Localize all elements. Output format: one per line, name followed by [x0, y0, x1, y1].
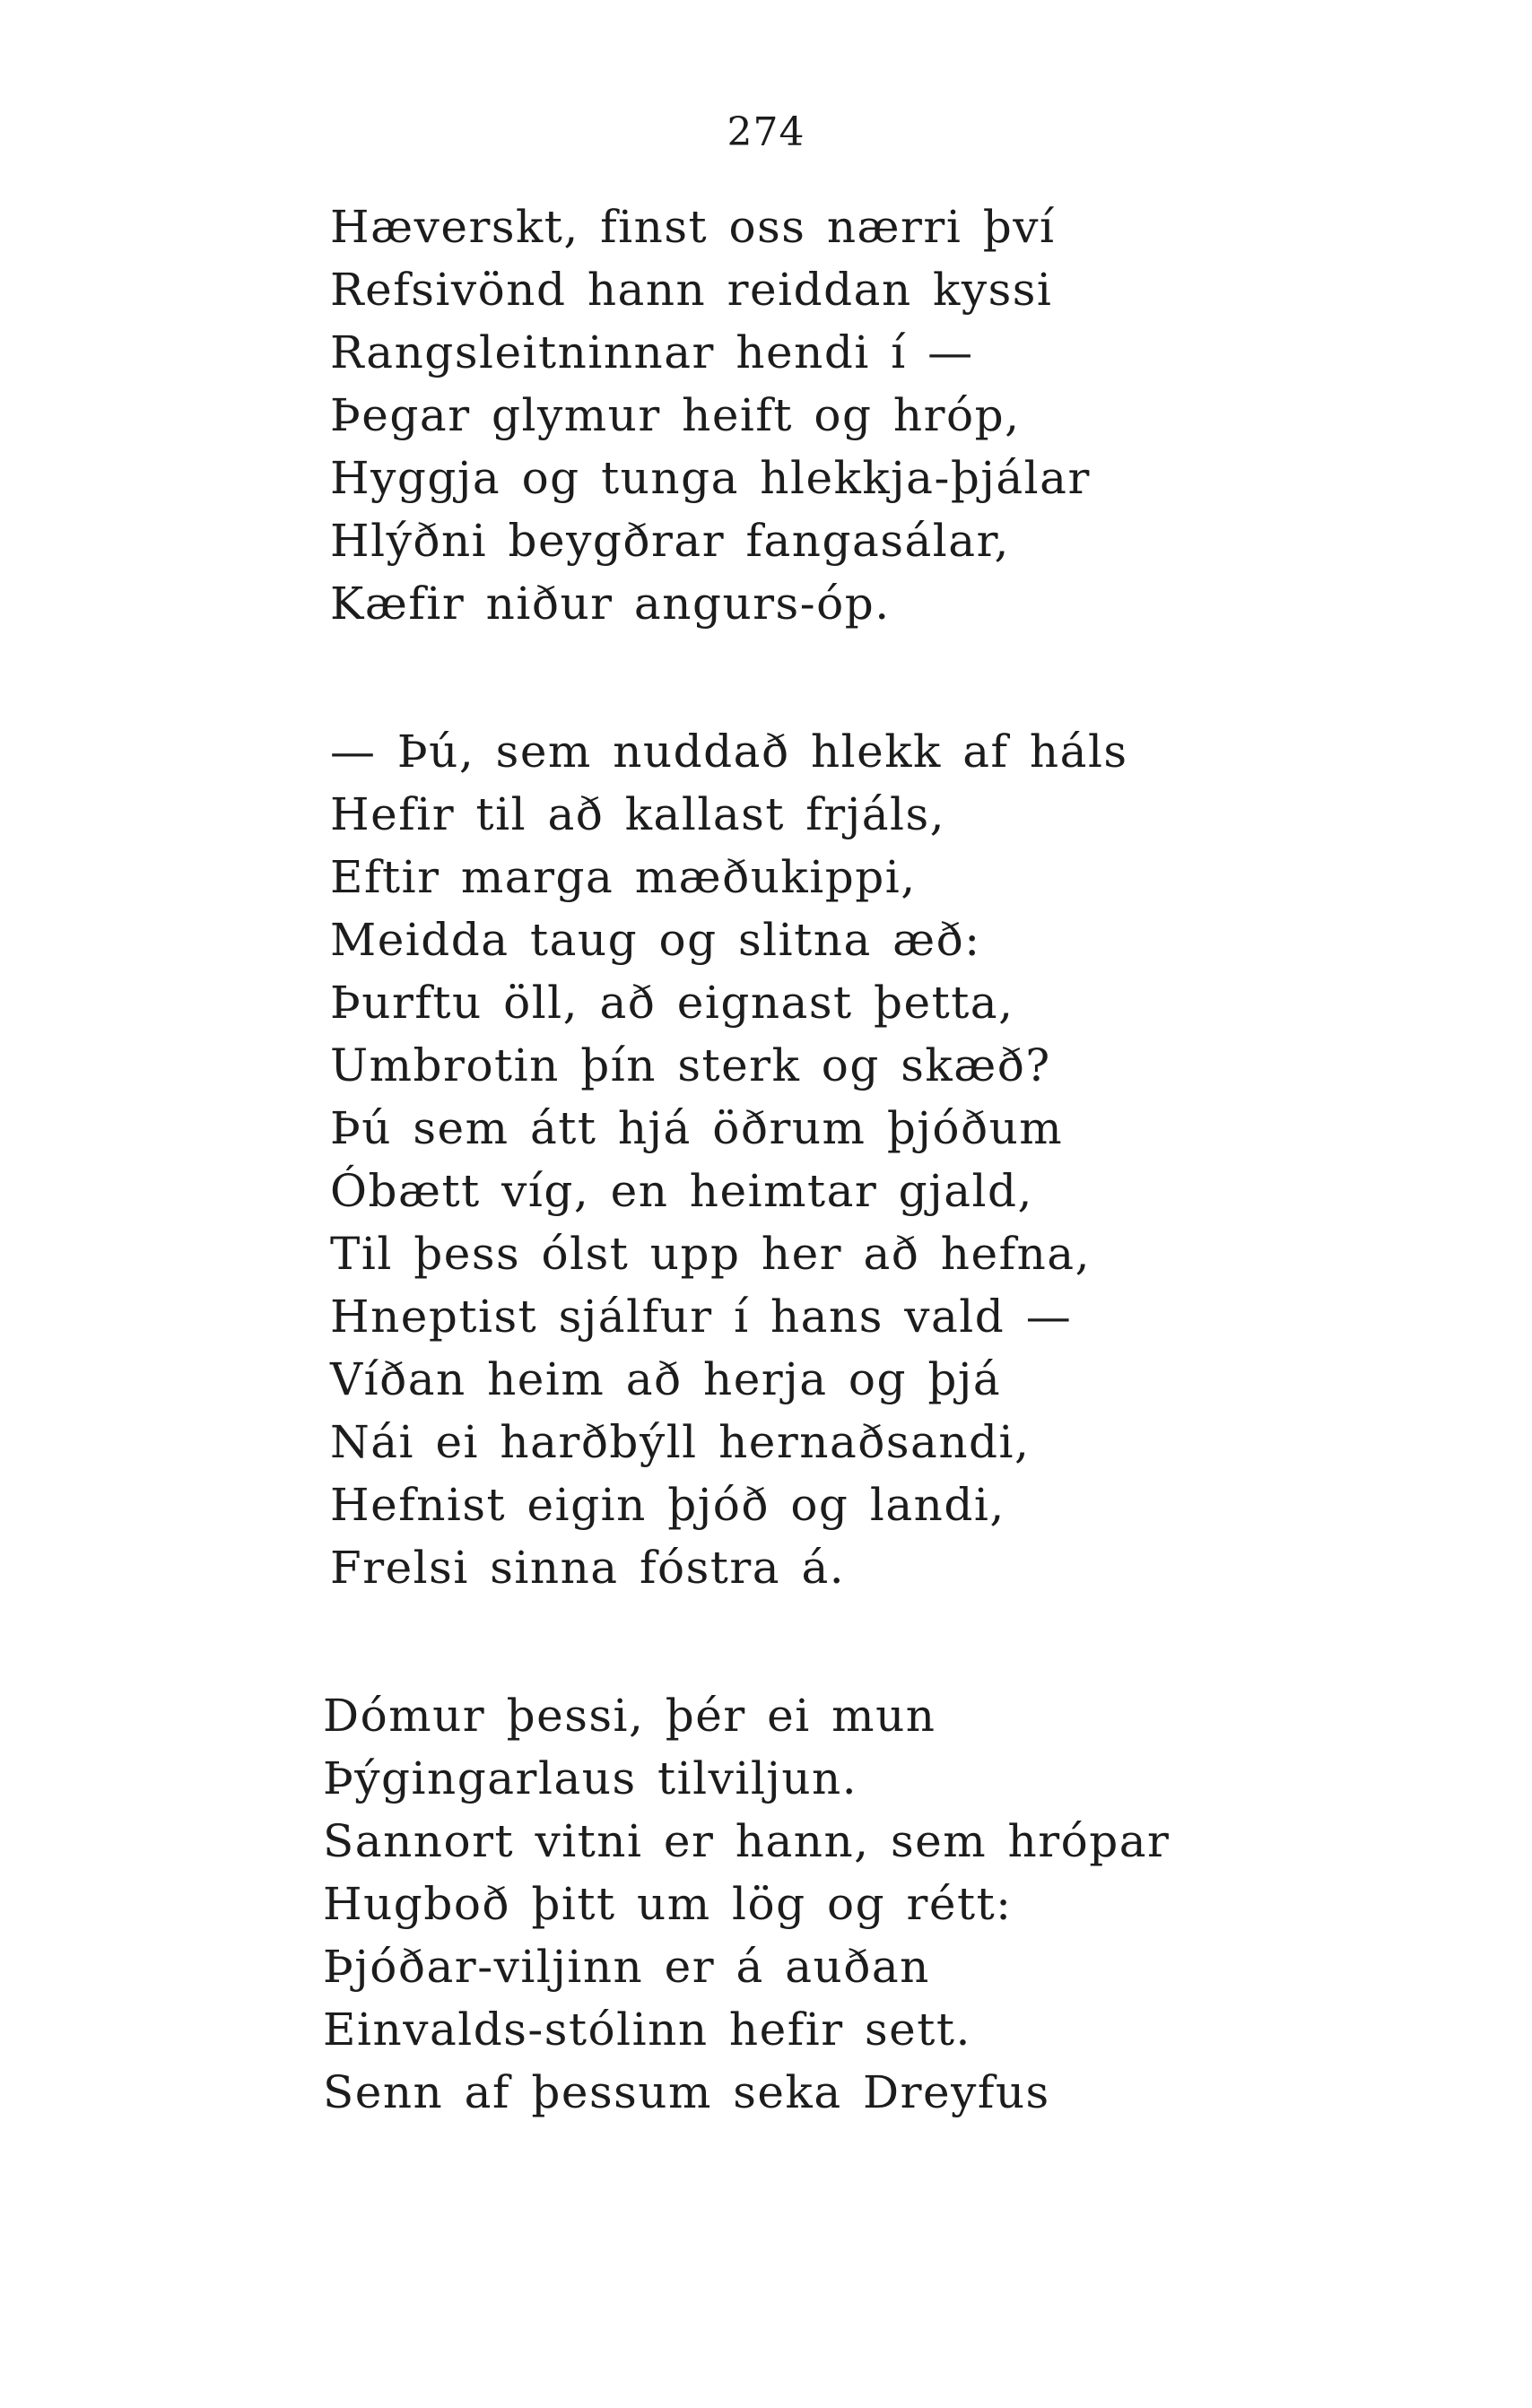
verse-line: Einvalds-stólinn hefir sett.: [323, 2004, 971, 2056]
verse-line: Nái ei harðbýll hernaðsandi,: [330, 1416, 1031, 1468]
verse-line: Hlýðni beygðrar fangasálar,: [330, 515, 1010, 567]
verse-line: Þurftu öll, að eignast þetta,: [330, 977, 1014, 1029]
verse-line: Hneptist sjálfur í hans vald —: [330, 1291, 1073, 1343]
verse-line: Til þess ólst upp her að hefna,: [330, 1228, 1091, 1280]
verse-line: Hæverskt, finst oss nærri því: [330, 201, 1056, 253]
verse-line: Hyggja og tunga hlekkja-þjálar: [330, 452, 1091, 504]
verse-line: Refsivönd hann reiddan kyssi: [330, 264, 1053, 316]
verse-line: Víðan heim að herja og þjá: [330, 1353, 1002, 1405]
verse-line: Hefnist eigin þjóð og landi,: [330, 1479, 1005, 1531]
verse-line: Eftir marga mæðukippi,: [330, 851, 917, 903]
verse-line: Þú sem átt hjá öðrum þjóðum: [330, 1102, 1064, 1154]
verse-line: Hefir til að kallast frjáls,: [330, 788, 946, 840]
verse-line: Rangsleitninnar hendi í —: [330, 326, 974, 378]
verse-line: Kæfir niður angurs-óp.: [330, 578, 891, 630]
verse-line: Senn af þessum seka Dreyfus: [323, 2066, 1050, 2118]
verse-line: Frelsi sinna fóstra á.: [330, 1542, 846, 1594]
verse-line: — Þú, sem nuddað hlekk af háls: [330, 726, 1128, 778]
verse-line: Þjóðar-viljinn er á auðan: [323, 1941, 930, 1993]
verse-line: Sannort vitni er hann, sem hrópar: [323, 1815, 1171, 1867]
verse-line: Þegar glymur heift og hróp,: [330, 389, 1021, 441]
verse-line: Dómur þessi, þér ei mun: [323, 1690, 936, 1742]
verse-line: Þýgingarlaus tilviljun.: [323, 1752, 858, 1804]
verse-line: Hugboð þitt um lög og rétt:: [323, 1878, 1013, 1930]
verse-line: Óbætt víg, en heimtar gjald,: [330, 1165, 1033, 1217]
verse-line: Meidda taug og slitna æð:: [330, 914, 981, 966]
page-number: 274: [727, 109, 805, 155]
verse-line: Umbrotin þín sterk og skæð?: [330, 1039, 1051, 1091]
